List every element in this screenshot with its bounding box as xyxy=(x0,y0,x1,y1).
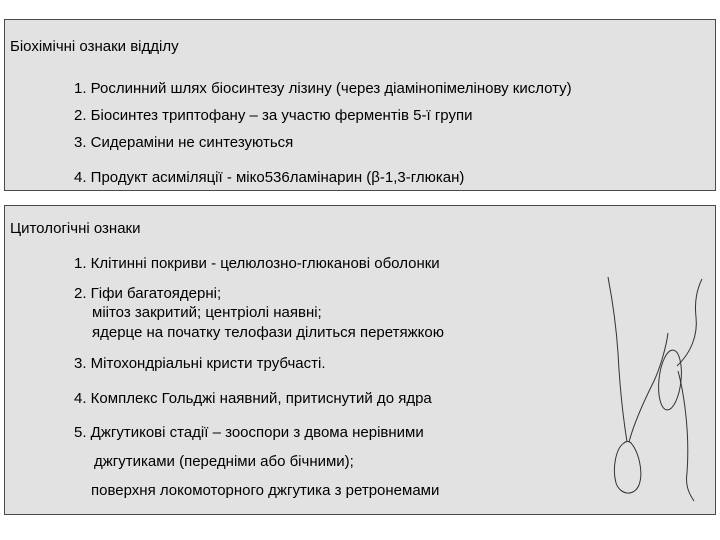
list-item: 4. Продукт асиміляції - міко536ламінарин (β-1,3-глюкан) xyxy=(74,169,465,186)
flagellum-upper-short xyxy=(677,279,702,366)
zoospore-illustration xyxy=(598,273,708,503)
flagellum-upper-long xyxy=(678,371,694,501)
list-item-continuation: джгутиками (передніми або бічними); xyxy=(94,453,354,470)
list-item-continuation: ядерце на початку телофази ділиться перетяжкою xyxy=(92,324,444,341)
section-title-biochemical: Біохімічні ознаки відділу xyxy=(10,38,179,55)
list-item-continuation: поверхня локомоторного джгутика з ретронемами xyxy=(91,482,440,499)
list-item: 5. Джгутикові стадії – зооспори з двома нерівними xyxy=(74,424,424,441)
zoospore-body-lower xyxy=(614,442,640,494)
list-item: 3. Мітохондріальні кристи трубчасті. xyxy=(74,355,326,372)
biochemical-section xyxy=(4,19,716,191)
list-item: 3. Сидераміни не синтезуються xyxy=(74,134,294,151)
list-item: 4. Комплекс Гольджі наявний, притиснутий до ядра xyxy=(74,390,432,407)
list-item: 1. Клітинні покриви - целюлозно-глюканові оболонки xyxy=(74,255,440,272)
list-item: 2. Біосинтез триптофану – за участю ферментів 5-ї групи xyxy=(74,107,473,124)
list-item: 2. Гіфи багатоядерні; xyxy=(74,285,222,302)
section-title-cytological: Цитологічні ознаки xyxy=(10,220,141,237)
list-item-continuation: міітоз закритий; центріолі наявні; xyxy=(92,304,322,321)
list-item: 1. Рослинний шлях біосинтезу лізину (через діамінопімелінову кислоту) xyxy=(74,80,572,97)
flagellum-lower-long xyxy=(608,277,627,442)
flagellum-lower-short xyxy=(629,333,668,442)
